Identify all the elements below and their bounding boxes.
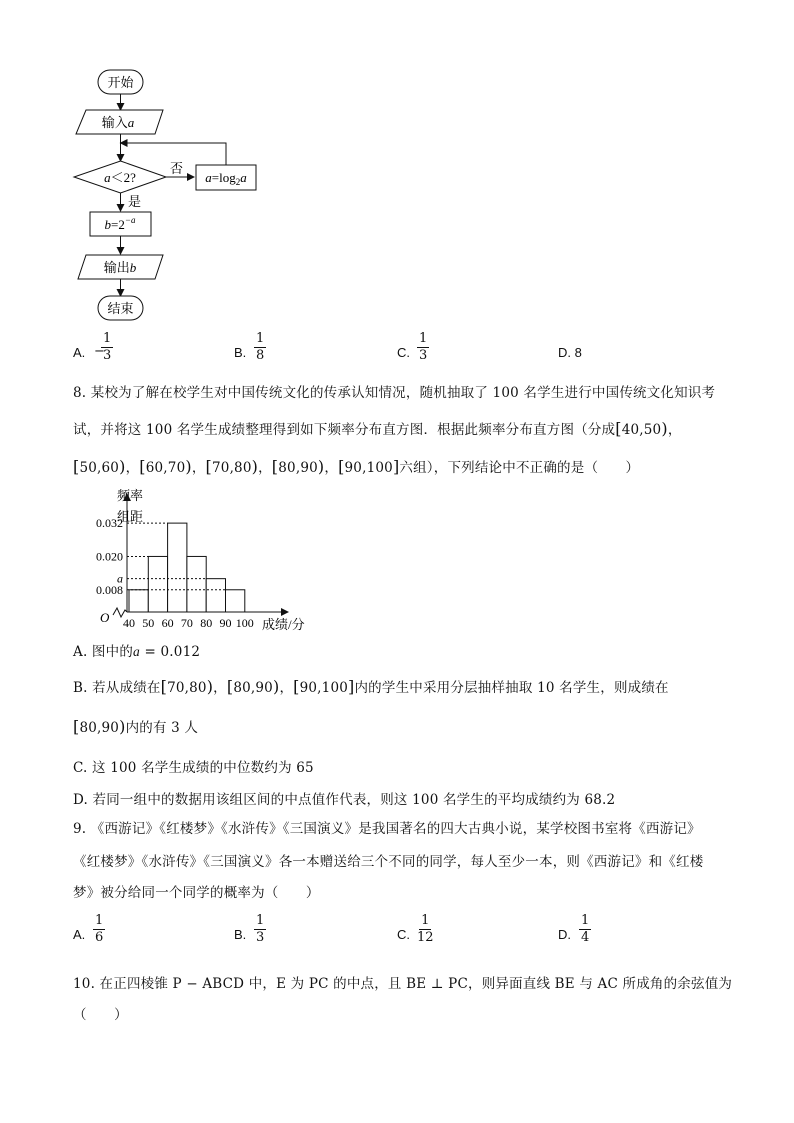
q9-option-d-fraction	[579, 914, 591, 946]
q9-option-b-fraction	[254, 914, 266, 946]
fraction-numerator: 1	[254, 914, 266, 930]
start-label: 开始	[107, 75, 134, 90]
x-tick-label: 40	[123, 616, 135, 630]
interval: 80,90	[233, 680, 273, 696]
q7-option-c-fraction	[417, 332, 429, 364]
decision-label: a＜2?	[104, 170, 136, 185]
y-tick-label: 0.032	[96, 516, 123, 531]
q9-option-c-label: C.	[397, 927, 410, 942]
q8-option-a	[73, 640, 200, 660]
q8-line-2-text: 试，并将这 100 名学生成绩整理得到如下频率分布直方图．根据此频率分布直方图（分成	[73, 422, 616, 438]
interval: 70,80	[211, 460, 252, 476]
q9-line-3: 梦》被分给同一个同学的概率为（ ）	[73, 885, 320, 901]
q7-option-b-label: B.	[234, 345, 247, 360]
interval: 80,90	[278, 460, 318, 476]
interval: 80,90	[79, 720, 120, 736]
fraction-denominator: 3	[419, 348, 428, 364]
output-label: 输出b	[103, 260, 137, 275]
q8-option-b-text-1: B. 若从成绩在	[73, 680, 161, 696]
flowchart	[0, 0, 794, 330]
histogram-bar	[168, 523, 187, 612]
fraction-denominator: 8	[256, 348, 265, 364]
fraction-numerator: 1	[101, 332, 113, 348]
q7-option-a-sign: −	[94, 344, 105, 359]
y-tick-label: a	[117, 571, 123, 586]
q8-line-3-tail: 六组），下列结论中不正确的是（ ）	[399, 460, 640, 476]
q8-option-b-line-1: B. 若从成绩在[70,80)，[80,90)，[90,100]内的学生中采用分层抽样抽取 10 名学生，则成绩在	[73, 677, 669, 696]
y-axis-label-top: 频率	[117, 488, 144, 503]
q8-option-b-text-2: 内的学生中采用分层抽样抽取 10 名学生，则成绩在	[354, 680, 669, 696]
assign-label: $a=\log_2a$	[205, 170, 247, 187]
x-tick-label: 80	[200, 616, 213, 630]
interval: 90,100	[344, 460, 393, 476]
origin-label: O	[100, 610, 110, 625]
q8-option-a-value: = 0.012	[140, 644, 201, 660]
x-tick-label: 60	[161, 616, 174, 630]
histogram-bar	[129, 590, 148, 612]
q8-line-2: 试，并将这 100 名学生成绩整理得到如下频率分布直方图．根据此频率分布直方图（分成[40,50)，	[73, 419, 682, 438]
fraction-numerator: 1	[419, 914, 431, 930]
fraction-denominator: 12	[417, 930, 434, 946]
histogram-bar	[226, 590, 245, 612]
yes-label: 是	[128, 194, 142, 209]
q9-option-a-label: A.	[73, 927, 86, 942]
histogram-bar	[206, 579, 225, 612]
q8-line-1: 8. 某校为了解在校学生对中国传统文化的传承认知情况，随机抽取了 100 名学生进行中国传统文化知识考	[73, 385, 716, 401]
q7-option-b-fraction	[254, 332, 266, 364]
interval: 60,70	[145, 460, 186, 476]
input-label: 输入a	[101, 115, 135, 130]
q9-option-a-fraction	[93, 914, 105, 946]
y-tick-label: 0.020	[96, 549, 123, 564]
fraction-denominator: 3	[103, 348, 112, 364]
fraction-numerator: 1	[93, 914, 105, 930]
no-label: 否	[170, 161, 184, 176]
y-axis-label-bottom: 组距	[117, 509, 144, 524]
interval: 90,100	[299, 680, 349, 696]
histogram-bar	[187, 556, 206, 612]
histogram-bar	[148, 556, 167, 612]
q9-option-c-fraction	[417, 914, 434, 946]
q8-option-b-line-2: [80,90)内的有 3 人	[73, 717, 199, 736]
q9-option-d-label: D.	[558, 927, 571, 942]
fraction-numerator: 1	[254, 332, 266, 348]
y-tick-label: 0.008	[96, 582, 123, 597]
x-axis-label: 成绩/分	[262, 617, 305, 632]
q8-option-a-text: A. 图中的	[73, 644, 134, 660]
q10-line-2: （ ）	[73, 1007, 128, 1023]
q7-option-a-fraction	[101, 332, 113, 364]
q9-option-b-label: B.	[234, 927, 247, 942]
q8-interval-first: 40,50	[621, 422, 662, 438]
end-label: 结束	[107, 301, 134, 316]
x-tick-label: 50	[142, 616, 155, 630]
q8-option-a-var: a	[133, 644, 140, 659]
x-tick-label: 90	[219, 616, 232, 630]
q8-option-d: D. 若同一组中的数据用该组区间的中点值作代表，则这 100 名学生的平均成绩约为 68.2	[73, 792, 616, 808]
fraction-denominator: 6	[95, 930, 104, 946]
x-tick-label: 70	[180, 616, 193, 630]
x-tick-label: 100	[235, 616, 254, 630]
q7-option-c-label: C.	[397, 345, 410, 360]
interval: 50,60	[79, 460, 120, 476]
q10-line-1: 10. 在正四棱锥 P − ABCD 中，E 为 PC 的中点，且 BE ⊥ PC，则异面直线 BE 与 AC 所成角的余弦值为	[73, 976, 733, 992]
fraction-denominator: 3	[256, 930, 265, 946]
q8-option-b-text-3: 内的有 3 人	[125, 720, 199, 736]
q7-option-d: D. 8	[558, 345, 582, 360]
q9-line-2: 《红楼梦》《水浒传》《三国演义》各一本赠送给三个不同的同学，每人至少一本，则《西游记》和《红楼	[73, 854, 704, 870]
q9-line-1: 9. 《西游记》《红楼梦》《水浒传》《三国演义》是我国著名的四大古典小说，某学校图书室将《西游记》	[73, 821, 701, 837]
fraction-numerator: 1	[579, 914, 591, 930]
q8-option-c: C. 这 100 名学生成绩的中位数约为 65	[73, 760, 314, 776]
b-assign-label: $b=2^{-a}$	[104, 215, 136, 232]
frequency-histogram	[60, 486, 330, 636]
q8-line-3: [50,60)，[60,70)，[70,80)，[80,90)，[90,100]六组），下列结论中不正确的是（ ）	[73, 457, 640, 476]
q7-option-a-label: A.	[73, 345, 86, 360]
fraction-numerator: 1	[417, 332, 429, 348]
interval: 70,80	[167, 680, 207, 696]
fraction-denominator: 4	[581, 930, 590, 946]
